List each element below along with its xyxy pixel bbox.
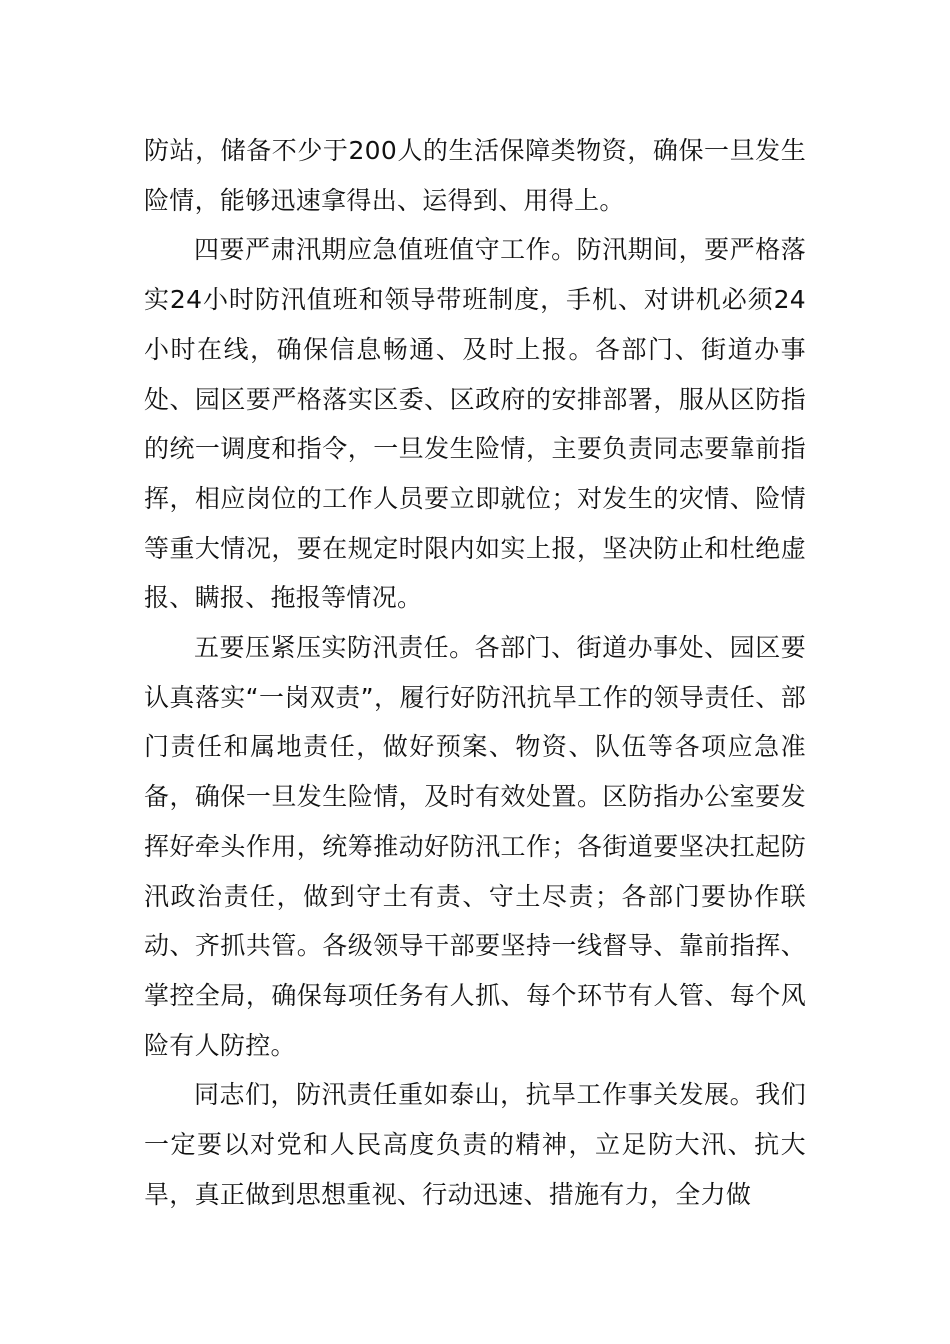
paragraph-continuation: 防站，储备不少于200人的生活保障类物资，确保一旦发生险情，能够迅速拿得出、运得到、用得上。 <box>144 136 806 215</box>
paragraph-responsibility: 五要压紧压实防汛责任。各部门、街道办事处、园区要认真落实“一岗双责”，履行好防汛抗旱工作的领导责任、部门责任和属地责任，做好预案、物资、队伍等各项应急准备，确保一旦发生险情，及时有效处置。区防指办公室要发挥好牵头作用，统筹推动好防汛工作；各街道要坚决扛起防汛政治责任，做到守土有责、守土尽责；各部门要协作联动、齐抓共管。各级领导干部要坚持一线督导、靠前指挥、掌控全局，确保每项任务有人抓、每个环节有人管、每个风险有人防控。 <box>144 633 806 1060</box>
paragraph-closing: 同志们，防汛责任重如泰山，抗旱工作事关发展。我们一定要以对党和人民高度负责的精神，立足防大汛、抗大旱，真正做到思想重视、行动迅速、措施有力，全力做 <box>144 1080 806 1209</box>
body-text <box>144 126 806 1219</box>
paragraph-duty-shift: 四要严肃汛期应急值班值守工作。防汛期间，要严格落实24小时防汛值班和领导带班制度，手机、对讲机必须24小时在线，确保信息畅通、及时上报。各部门、街道办事处、园区要严格落实区委、区政府的安排部署，服从区防指的统一调度和指令，一旦发生险情，主要负责同志要靠前指挥，相应岗位的工作人员要立即就位；对发生的灾情、险情等重大情况，要在规定时限内如实上报，坚决防止和杜绝虚报、瞒报、拖报等情况。 <box>144 235 806 613</box>
